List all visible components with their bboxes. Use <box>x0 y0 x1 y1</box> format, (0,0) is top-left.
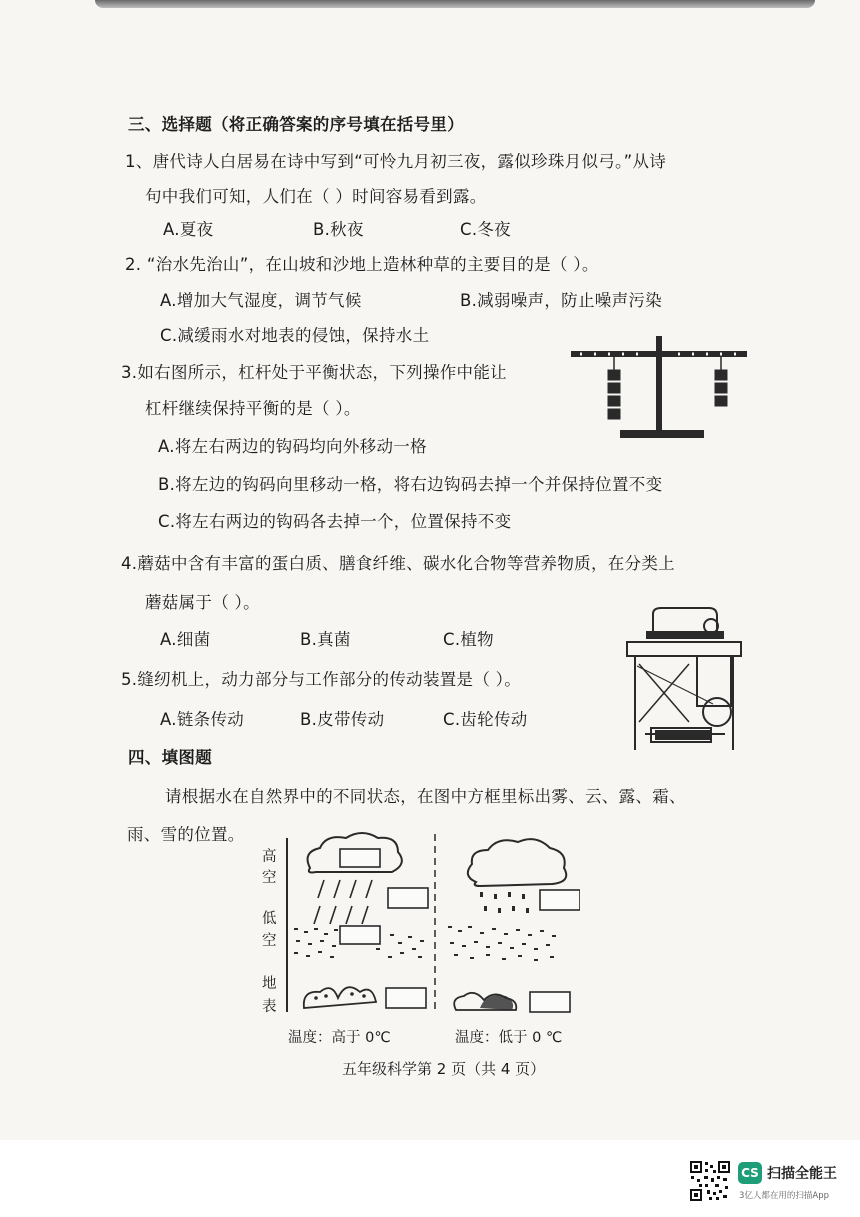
answer-box-dew[interactable] <box>386 988 426 1008</box>
q4-option-b: B.真菌 <box>300 630 351 649</box>
q2-option-c: C.减缓雨水对地表的侵蚀，保持水土 <box>160 326 430 345</box>
q3-option-c: C.将左右两边的钩码各去掉一个，位置保持不变 <box>158 512 512 531</box>
q5-option-c: C.齿轮传动 <box>443 710 528 729</box>
answer-box-cloud-left[interactable] <box>340 849 380 867</box>
label-low-2: 空 <box>262 933 277 949</box>
watermark-app-name: 扫描全能王 <box>767 1166 837 1182</box>
q3-line1: 3.如右图所示，杠杆处于平衡状态，下列操作中能让 <box>121 363 507 382</box>
q4-option-c: C.植物 <box>443 630 494 649</box>
label-ground-2: 表 <box>262 999 277 1015</box>
section4-instruction-line1: 请根据水在自然界中的不同状态，在图中方框里标出雾、云、露、霜、 <box>165 787 686 806</box>
handwheel <box>704 619 718 633</box>
page-footer: 五年级科学第 2 页（共 4 页） <box>342 1060 546 1078</box>
section3-heading: 三、选择题（将正确答案的序号填在括号里） <box>128 115 464 134</box>
watermark-slogan: 3亿人都在用的扫描App <box>739 1191 830 1201</box>
q3-line2: 杠杆继续保持平衡的是（ ）。 <box>145 399 361 418</box>
temp-left-label: 温度：高于 0℃ <box>288 1030 391 1046</box>
answer-box-snow[interactable] <box>540 890 580 910</box>
rain-left <box>314 880 372 924</box>
lever-post <box>656 336 662 432</box>
q2-option-b: B.减弱噪声，防止噪声污染 <box>460 291 662 310</box>
qr-code-icon <box>689 1160 731 1202</box>
cloud-right <box>468 839 566 886</box>
q5-option-a: A.链条传动 <box>160 710 245 729</box>
label-ground-1: 地 <box>262 976 277 992</box>
answer-box-fog[interactable] <box>340 926 380 944</box>
q5-option-b: B.皮带传动 <box>300 710 385 729</box>
q4-line2: 蘑菇属于（ ）。 <box>145 593 260 612</box>
camscanner-logo-icon: CS <box>738 1162 762 1184</box>
answer-box-frost[interactable] <box>530 992 570 1012</box>
right-weights <box>715 357 727 406</box>
sewing-machine-figure <box>625 604 745 752</box>
scan-edge-shadow <box>95 0 815 8</box>
q5-line1: 5.缝纫机上，动力部分与工作部分的传动装置是（ ）。 <box>121 670 522 689</box>
label-low-1: 低 <box>262 911 277 927</box>
lever-figure <box>568 332 753 447</box>
q3-option-a: A.将左右两边的钩码均向外移动一格 <box>158 437 427 456</box>
q4-line1: 4.蘑菇中含有丰富的蛋白质、膳食纤维、碳水化合物等营养物质，在分类上 <box>121 554 675 573</box>
label-high-1: 高 <box>262 849 277 865</box>
label-high-2: 空 <box>262 870 277 886</box>
water-states-diagram <box>280 830 580 1020</box>
q1-line2: 句中我们可知，人们在（ ）时间容易看到露。 <box>145 187 487 206</box>
flywheel <box>703 698 731 726</box>
section4-instruction-line2: 雨、雪的位置。 <box>127 825 245 844</box>
q1-option-a: A.夏夜 <box>163 220 214 239</box>
lever-base <box>620 430 704 438</box>
q4-option-a: A.细菌 <box>160 630 211 649</box>
watermark-bar <box>0 1140 860 1217</box>
q1-line1: 1、唐代诗人白居易在诗中写到“可怜九月初三夜，露似珍珠月似弓。”从诗 <box>125 152 667 171</box>
table-top <box>627 642 741 656</box>
section4-heading: 四、填图题 <box>128 748 212 767</box>
left-weights <box>608 357 620 419</box>
temp-right-label: 温度：低于 0 ℃ <box>455 1030 563 1046</box>
q1-option-b: B.秋夜 <box>313 220 364 239</box>
answer-box-rain[interactable] <box>388 888 428 908</box>
q2-line1: 2. “治水先治山”，在山坡和沙地上造林种草的主要目的是（ ）。 <box>125 255 599 274</box>
q3-option-b: B.将左边的钩码向里移动一格，将右边钩码去掉一个并保持位置不变 <box>158 475 663 494</box>
q2-option-a: A.增加大气湿度，调节气候 <box>160 291 362 310</box>
q1-option-c: C.冬夜 <box>460 220 511 239</box>
